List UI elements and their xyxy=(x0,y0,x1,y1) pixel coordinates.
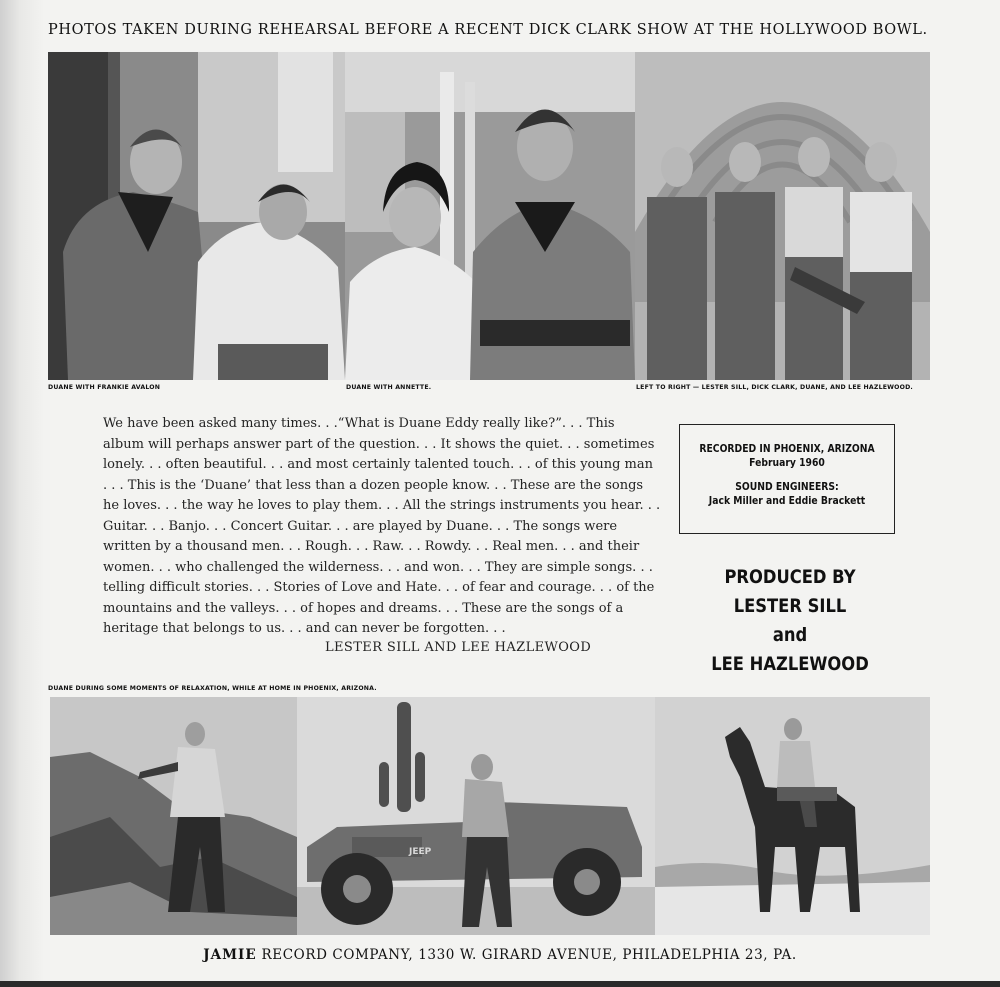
liner-notes-line: mountains and the valleys. . . of hopes and dreams. . . These are the songs of a xyxy=(103,600,624,616)
photo-duane-on-horse xyxy=(655,697,930,935)
photo-duane-with-frankie-avalon xyxy=(48,52,345,380)
caption-left-to-right: LEFT TO RIGHT — LESTER SILL, DICK CLARK, DUANE, AND LEE HAZLEWOOD. xyxy=(636,384,913,391)
sound-engineers-label: SOUND ENGINEERS: xyxy=(735,481,839,493)
page-bottom-edge xyxy=(0,981,1000,987)
caption-duane-with-frankie-avalon: DUANE WITH FRANKIE AVALON xyxy=(48,384,161,391)
liner-notes-line: album will perhaps answer part of the question. . . It shows the quiet. . . sometimes xyxy=(103,436,655,452)
liner-notes-line: written by a thousand men. . . Rough. . . Raw. . . Rowdy. . . Real men. . . and their xyxy=(103,539,640,554)
page-header-title: PHOTOS TAKEN DURING REHEARSAL BEFORE A RECENT DICK CLARK SHOW AT THE HOLLYWOOD BOWL. xyxy=(48,22,928,38)
producer-lee-hazlewood: LEE HAZLEWOOD xyxy=(711,653,869,675)
liner-notes-line: . . . This is the ‘Duane’ that less than a dozen people know. . . These are the songs xyxy=(103,477,644,493)
produced-by-label: PRODUCED BY xyxy=(724,566,856,588)
recording-date: February 1960 xyxy=(749,457,825,469)
recording-location: RECORDED IN PHOENIX, ARIZONA xyxy=(699,443,875,455)
photo-lester-sill-dick-clark-duane-lee-hazlewood xyxy=(635,52,930,380)
liner-notes-line: lonely. . . often beautiful. . . and most certainly talented touch. . . of this young man xyxy=(103,457,654,472)
liner-notes xyxy=(103,414,661,640)
record-company-address xyxy=(0,947,1000,963)
producer-credits xyxy=(690,563,890,679)
producer-and: and xyxy=(772,624,808,646)
liner-notes-line: he loves. . . the way he loves to play them. . . All the strings instruments you hear. . . xyxy=(103,498,661,513)
liner-notes-line: telling difficult stories. . . Stories of Love and Hate. . . of fear and courage. . . of the xyxy=(103,580,655,595)
photo-duane-on-rocks xyxy=(50,697,297,935)
sound-engineers-names: Jack Miller and Eddie Brackett xyxy=(708,495,866,507)
record-company-brand: JAMIE xyxy=(203,947,257,963)
photo-duane-with-jeep xyxy=(297,697,655,935)
photo-duane-with-annette xyxy=(345,52,635,380)
liner-notes-signature: LESTER SILL AND LEE HAZLEWOOD xyxy=(325,640,592,655)
caption-moments-of-relaxation: DUANE DURING SOME MOMENTS OF RELAXATION, WHILE AT HOME IN PHOENIX, ARIZONA. xyxy=(48,685,377,692)
recording-info-box xyxy=(679,424,895,534)
record-company-address-text: RECORD COMPANY, 1330 W. GIRARD AVENUE, PHILADELPHIA 23, PA. xyxy=(256,947,797,963)
page-spine-edge xyxy=(0,0,44,987)
liner-notes-line: heritage that belongs to us. . . and can never be forgotten. . . xyxy=(103,621,506,636)
liner-notes-line: We have been asked many times. . .“What is Duane Eddy really like?”. . . This xyxy=(103,416,615,431)
jeep-badge-text: JEEP xyxy=(409,847,432,857)
caption-duane-with-annette: DUANE WITH ANNETTE. xyxy=(346,384,432,391)
liner-notes-line: Guitar. . . Banjo. . . Concert Guitar. . . are played by Duane. . . The songs were xyxy=(103,518,618,534)
producer-lester-sill: LESTER SILL xyxy=(733,595,847,617)
liner-notes-line: women. . . who challenged the wilderness. . . and won. . . They are simple songs. . . xyxy=(103,559,653,575)
